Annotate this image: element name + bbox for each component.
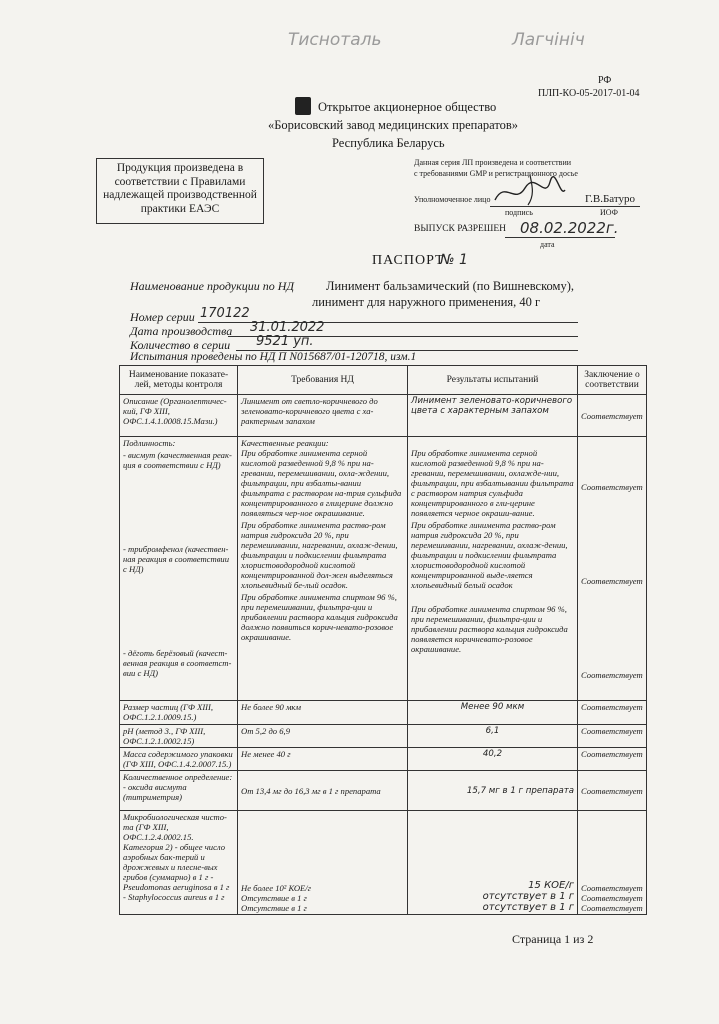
production-date-label: Дата производства <box>130 324 233 338</box>
row-name: Количественное определение: - оксида висмута (титриметрия) <box>120 771 238 811</box>
row-name: Масса содержимого упаковки (ГФ ХIII, ОФС.1.4.2.0007.15.) <box>120 748 238 771</box>
product-name-label: Наименование продукции по НД <box>130 279 295 293</box>
table-row <box>120 725 647 748</box>
release-compliance-line2: с требованиями GMP и регистрационного досье <box>414 169 578 178</box>
row-name: - дёготь берёзовый (качест-венная реакция в соответст-вии с НД) <box>123 648 232 678</box>
page-number: Страница 1 из 2 <box>512 932 594 946</box>
row-result: При обработке линимента серной кислотой разведенной 9,8 % при на-гревании, перемешивании, охлажде-нии, фильтрации, при взбалтывании фильтрата с раствором натрия сульфида концентрированного в гли-церине появляется черное окраши-вание. <box>411 448 574 518</box>
row-name: pH (метод 3., ГФ ХIII, ОФС.1.2.1.0002.15) <box>120 725 238 748</box>
handwritten-note-right: Лагчініч <box>512 30 585 50</box>
release-date: 08.02.2022г. <box>520 219 619 237</box>
passport-number: № 1 <box>440 252 468 268</box>
table-row <box>120 437 647 701</box>
row-conclusion: Соответствует <box>578 725 647 748</box>
micro-conclusion-line: Соответствует <box>581 883 643 893</box>
row-conclusion: Соответствует <box>578 771 647 811</box>
row-req: При обработке линимента серной кислотой разведенной 9,8 % при на-гревании, перемешивании, охла-ждении, фильтрации, при взбалты-вании фильтрата с раствором на-трия сульфида концентрированного в глицерине должно появляться чер-ное окрашивание. <box>241 448 402 518</box>
micro-req-line: Отсутствие в 1 г <box>241 893 307 903</box>
row-conclusion: Соответствует <box>581 670 643 680</box>
handwritten-note-left: Тисноталь <box>288 30 382 50</box>
org-line2: «Борисовский завод медицинских препаратов» <box>268 118 519 132</box>
micro-req-line: Не более 10² КОЕ/г <box>241 883 312 893</box>
micro-conclusion-line: Соответствует <box>581 893 643 903</box>
release-compliance-line1: Данная серия ЛП произведена и соответствии <box>414 158 571 167</box>
test-results-table <box>119 365 647 915</box>
row-result: 6,1 <box>408 725 578 748</box>
row-result: При обработке линимента спиртом 96 %, при перемешивании, фильтра-ции и прибавлении раствора кальция гидроксида появляется коричневато-розовое окрашивание. <box>411 604 568 654</box>
row-conclusion: Соответствует <box>581 576 643 586</box>
identity-names-cell <box>120 437 238 701</box>
ifo-label: ИОФ <box>600 208 618 217</box>
product-name-line2: линимент для наружного применения, 40 г <box>312 295 541 309</box>
row-req: При обработке линимента раство-ром натрия гидроксида 20 %, при перемешивании, нагревании, охлаж-дении, фильтрации и подкислении фильтрата хлористоводородной кислотой концентрированной дол-жен выделяться хлопьевидный бе-лый осадок. <box>241 520 398 590</box>
micro-conclusion-line: Соответствует <box>581 903 643 913</box>
production-date-value: 31.01.2022 <box>250 320 325 335</box>
org-line1: Открытое акционерное общество <box>318 100 497 114</box>
identity-req-cell <box>238 437 408 701</box>
row-name: Микробиологическая чисто-та (ГФ ХIII, ОФС.1.2.4.0002.15. Категория 2) - общее число аэробных бак-терий и дрожжевых и плесне-вых грибов (суммарно) в 1 г - Pseudomonas aeruginosa в 1 г - Staphylococcus aureus в 1 г <box>120 811 238 915</box>
micro-result-cell <box>408 811 578 915</box>
passport-title: ПАСПОРТ <box>372 253 445 268</box>
row-req: От 13,4 мг до 16,3 мг в 1 г препарата <box>238 771 408 811</box>
header-requirements: Требования НД <box>238 366 408 395</box>
header-conclusion: Заключение о соответствии <box>578 366 647 395</box>
authorized-label: Уполномоченное лицо <box>414 195 491 204</box>
release-label: ВЫПУСК РАЗРЕШЕН <box>414 224 507 234</box>
authorized-signature <box>490 170 570 210</box>
row-name: Размер частиц (ГФ ХIII, ОФС.1.2.1.0009.15.) <box>120 701 238 725</box>
micro-req-line: Отсутствие в 1 г <box>241 903 307 913</box>
table-row <box>120 748 647 771</box>
header-indicator: Наименование показате-лей, методы контроля <box>120 366 238 395</box>
table-row <box>120 771 647 811</box>
row-conclusion: Соответствует <box>578 748 647 771</box>
quantity-value: 9521 уп. <box>256 334 314 349</box>
row-req: От 5,2 до 6,9 <box>238 725 408 748</box>
row-req: Линимент от светло-коричневого до зеленовато-коричневого цвета с ха-рактерным запахом <box>238 395 408 437</box>
signature-label: подпись <box>505 208 533 217</box>
row-result: 15,7 мг в 1 г препарата <box>408 771 578 811</box>
table-header-row <box>120 366 647 395</box>
quantity-label: Количество в серии <box>130 338 231 352</box>
doc-code-line2: ПЛП-КО-05-2017-01-04 <box>538 88 640 99</box>
table-row <box>120 811 647 915</box>
table-row <box>120 701 647 725</box>
row-result: При обработке линимента раство-ром натрия гидроксида 20 %, при перемешивании, нагревании, охлаж-дении, фильтрации и подкислении фильтрата хлористоводородной кислотой концентрированной выде-ляется хлопьевидный белый осадок <box>411 520 568 590</box>
row-conclusion: Соответствует <box>578 701 647 725</box>
row-name: Подлинность: <box>123 438 176 448</box>
row-conclusion: Соответствует <box>581 482 643 492</box>
series-value: 170122 <box>200 306 250 321</box>
row-name: Описание (Органолептичес-кий, ГФ ХIII, ОФС.1.4.1.0008.15.Мази.) <box>120 395 238 437</box>
micro-conclusion-cell <box>578 811 647 915</box>
micro-result-line: отсутствует в 1 г <box>482 902 574 913</box>
row-req: Не более 90 мкм <box>238 701 408 725</box>
company-logo-icon <box>295 97 311 115</box>
micro-result-line: 15 КОЕ/г <box>528 880 574 891</box>
production-gmp-box: Продукция произведена в соответствии с Правилами надлежащей производственной практики ЕАЭС <box>96 158 264 224</box>
row-req: Не менее 40 г <box>238 748 408 771</box>
org-line3: Республика Беларусь <box>332 136 445 150</box>
row-req: Качественные реакции: <box>241 438 329 448</box>
product-name-line1: Линимент бальзамический (по Вишневскому), <box>326 279 574 293</box>
micro-req-cell <box>238 811 408 915</box>
header-results: Результаты испытаний <box>408 366 578 395</box>
row-conclusion: Соответствует <box>578 395 647 437</box>
micro-result-line: отсутствует в 1 г <box>482 891 574 902</box>
date-label: дата <box>540 240 555 249</box>
row-result: 40,2 <box>408 748 578 771</box>
table-row <box>120 395 647 437</box>
row-name: - трибромфенол (качествен-ная реакция в соответствии с НД) <box>123 544 230 574</box>
identity-conclusion-cell <box>578 437 647 701</box>
identity-result-cell <box>408 437 578 701</box>
authorized-name: Г.В.Батуро <box>585 193 636 205</box>
doc-code-line1: РФ <box>598 75 612 86</box>
tests-label: Испытания проведены по НД П N015687/01-120718, изм.1 <box>130 351 417 363</box>
row-result: Линимент зеленовато-коричневого цвета с характерным запахом <box>408 395 578 437</box>
row-name: - висмут (качественная реак-ция в соответствии с НД) <box>123 450 232 470</box>
row-result: Менее 90 мкм <box>408 701 578 725</box>
series-label: Номер серии <box>130 310 195 324</box>
row-req: При обработке линимента спиртом 96 %, при перемешивании, фильтра-ции и прибавлении раствора кальция гидроксида должно появиться корич-невато-розовое окрашивание. <box>241 592 398 642</box>
